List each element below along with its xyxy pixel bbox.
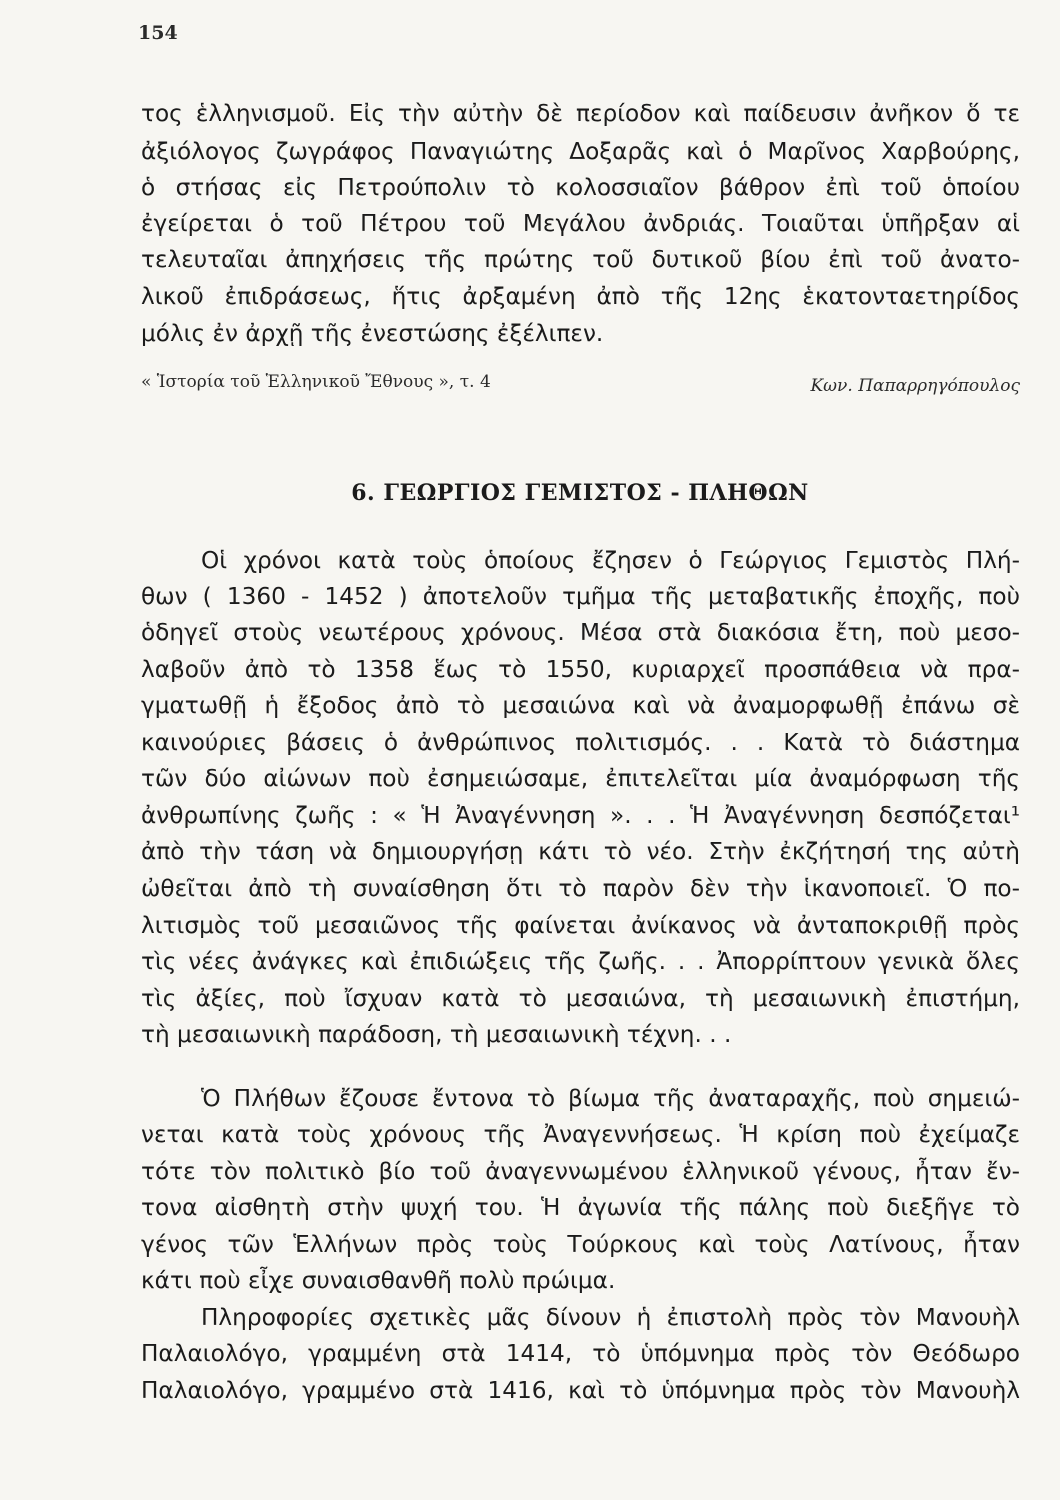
paragraph-line: τονα αἰσθητὴ στὴν ψυχή του. Ἡ ἀγωνία τῆς πάλης ποὺ διεξῆγε τὸ: [141, 1194, 1020, 1221]
intro-line: τελευταῖαι ἀπηχήσεις τῆς πρώτης τοῦ δυτικοῦ βίου ἐπὶ τοῦ ἀνατο-: [141, 246, 1020, 273]
paragraph-line: Ὁ Πλήθων ἔζουσε ἔντονα τὸ βίωμα τῆς ἀναταραχῆς, ποὺ σημειώ-: [201, 1085, 1020, 1112]
paragraph-line: λιτισμὸς τοῦ μεσαιῶνος τῆς φαίνεται ἀνίκανος νὰ ἀνταποκριθῇ πρὸς: [141, 912, 1020, 939]
paragraph-line: Πληροφορίες σχετικὲς μᾶς δίνουν ἡ ἐπιστολὴ πρὸς τὸν Μανουὴλ: [201, 1304, 1020, 1331]
paragraph-line: κάτι ποὺ εἶχε συναισθανθῆ πολὺ πρώιμα.: [141, 1267, 616, 1294]
paragraph-line: Παλαιολόγο, γραμμένη στὰ 1414, τὸ ὑπόμνημα πρὸς τὸν Θεόδωρο: [141, 1340, 1020, 1367]
citation: « Ἱστορία τοῦ Ἑλληνικοῦ Ἔθνους », τ. 4: [141, 372, 491, 392]
page-number: 154: [138, 22, 178, 44]
author-signature: Κων. Παπαρρηγόπουλος: [810, 376, 1020, 396]
intro-line: μόλις ἐν ἀρχῇ τῆς ἐνεστώσης ἐξέλιπεν.: [141, 320, 604, 347]
paragraph-line: γένος τῶν Ἑλλήνων πρὸς τοὺς Τούρκους καὶ τοὺς Λατίνους, ἦταν: [141, 1231, 1020, 1258]
paragraph-line: τὶς ἀξίες, ποὺ ἴσχυαν κατὰ τὸ μεσαιώνα, τὴ μεσαιωνικὴ ἐπιστήμη,: [141, 985, 1020, 1012]
paragraph-line: γματωθῇ ἡ ἔξοδος ἀπὸ τὸ μεσαιώνα καὶ νὰ ἀναμορφωθῇ ἐπάνω σὲ: [141, 692, 1020, 719]
intro-line: τος ἑλληνισμοῦ. Εἰς τὴν αὐτὴν δὲ περίοδον καὶ παίδευσιν ἀνῆκον ὅ τε: [141, 100, 1020, 127]
intro-line: ἀξιόλογος ζωγράφος Παναγιώτης Δοξαρᾶς καὶ ὁ Μαρῖνος Χαρβούρης,: [141, 138, 1020, 165]
paragraph-line: ὁδηγεῖ στοὺς νεωτέρους χρόνους. Μέσα στὰ διακόσια ἔτη, ποὺ μεσο-: [141, 619, 1020, 646]
paragraph-line: ὠθεῖται ἀπὸ τὴ συναίσθηση ὅτι τὸ παρὸν δὲν τὴν ἱκανοποιεῖ. Ὁ πο-: [141, 875, 1020, 902]
paragraph-line: νεται κατὰ τοὺς χρόνους τῆς Ἀναγεννήσεως. Ἡ κρίση ποὺ ἐχείμαζε: [141, 1121, 1020, 1148]
intro-line: ὁ στήσας εἰς Πετρούπολιν τὸ κολοσσιαῖον βάθρον ἐπὶ τοῦ ὁποίου: [141, 174, 1020, 201]
section-heading: 6. ΓΕΩΡΓΙΟΣ ΓΕΜΙΣΤΟΣ - ΠΛΗΘΩΝ: [351, 480, 809, 506]
paragraph-line: ἀνθρωπίνης ζωῆς : « Ἡ Ἀναγέννηση ». . . Ἡ Ἀναγέννηση δεσπόζεται¹: [141, 802, 1020, 829]
intro-line: ἐγείρεται ὁ τοῦ Πέτρου τοῦ Μεγάλου ἀνδριάς. Τοιαῦται ὑπῆρξαν αἱ: [141, 210, 1020, 237]
paragraph-line: τὶς νέες ἀνάγκες καὶ ἐπιδιώξεις τῆς ζωῆς. . . Ἀπορρίπτουν γενικὰ ὅλες: [141, 948, 1020, 975]
paragraph-line: λαβοῦν ἀπὸ τὸ 1358 ἕως τὸ 1550, κυριαρχεῖ προσπάθεια νὰ πρα-: [141, 656, 1020, 683]
paragraph-line: Οἱ χρόνοι κατὰ τοὺς ὁποίους ἔζησεν ὁ Γεώργιος Γεμιστὸς Πλή-: [201, 547, 1020, 574]
paragraph-line: τὴ μεσαιωνικὴ παράδοση, τὴ μεσαιωνικὴ τέχνη. . .: [141, 1021, 732, 1048]
paragraph-line: τότε τὸν πολιτικὸ βίο τοῦ ἀναγεννωμένου ἑλληνικοῦ γένους, ἦταν ἔν-: [141, 1158, 1020, 1185]
paragraph-line: Παλαιολόγο, γραμμένο στὰ 1416, καὶ τὸ ὑπόμνημα πρὸς τὸν Μανουὴλ: [141, 1377, 1020, 1404]
paragraph-line: ἀπὸ τὴν τάση νὰ δημιουργήσῃ κάτι τὸ νέο. Στὴν ἐκζήτησή της αὐτὴ: [141, 838, 1020, 865]
paragraph-line: θων ( 1360 - 1452 ) ἀποτελοῦν τμῆμα τῆς μεταβατικῆς ἐποχῆς, ποὺ: [141, 583, 1020, 610]
paragraph-line: καινούριες βάσεις ὁ ἀνθρώπινος πολιτισμός. . . Κατὰ τὸ διάστημα: [141, 729, 1020, 756]
intro-line: λικοῦ ἐπιδράσεως, ἥτις ἀρξαμένη ἀπὸ τῆς 12ης ἑκατονταετηρίδος: [141, 283, 1020, 310]
paragraph-line: τῶν δύο αἰώνων ποὺ ἐσημειώσαμε, ἐπιτελεῖται μία ἀναμόρφωση τῆς: [141, 765, 1020, 792]
